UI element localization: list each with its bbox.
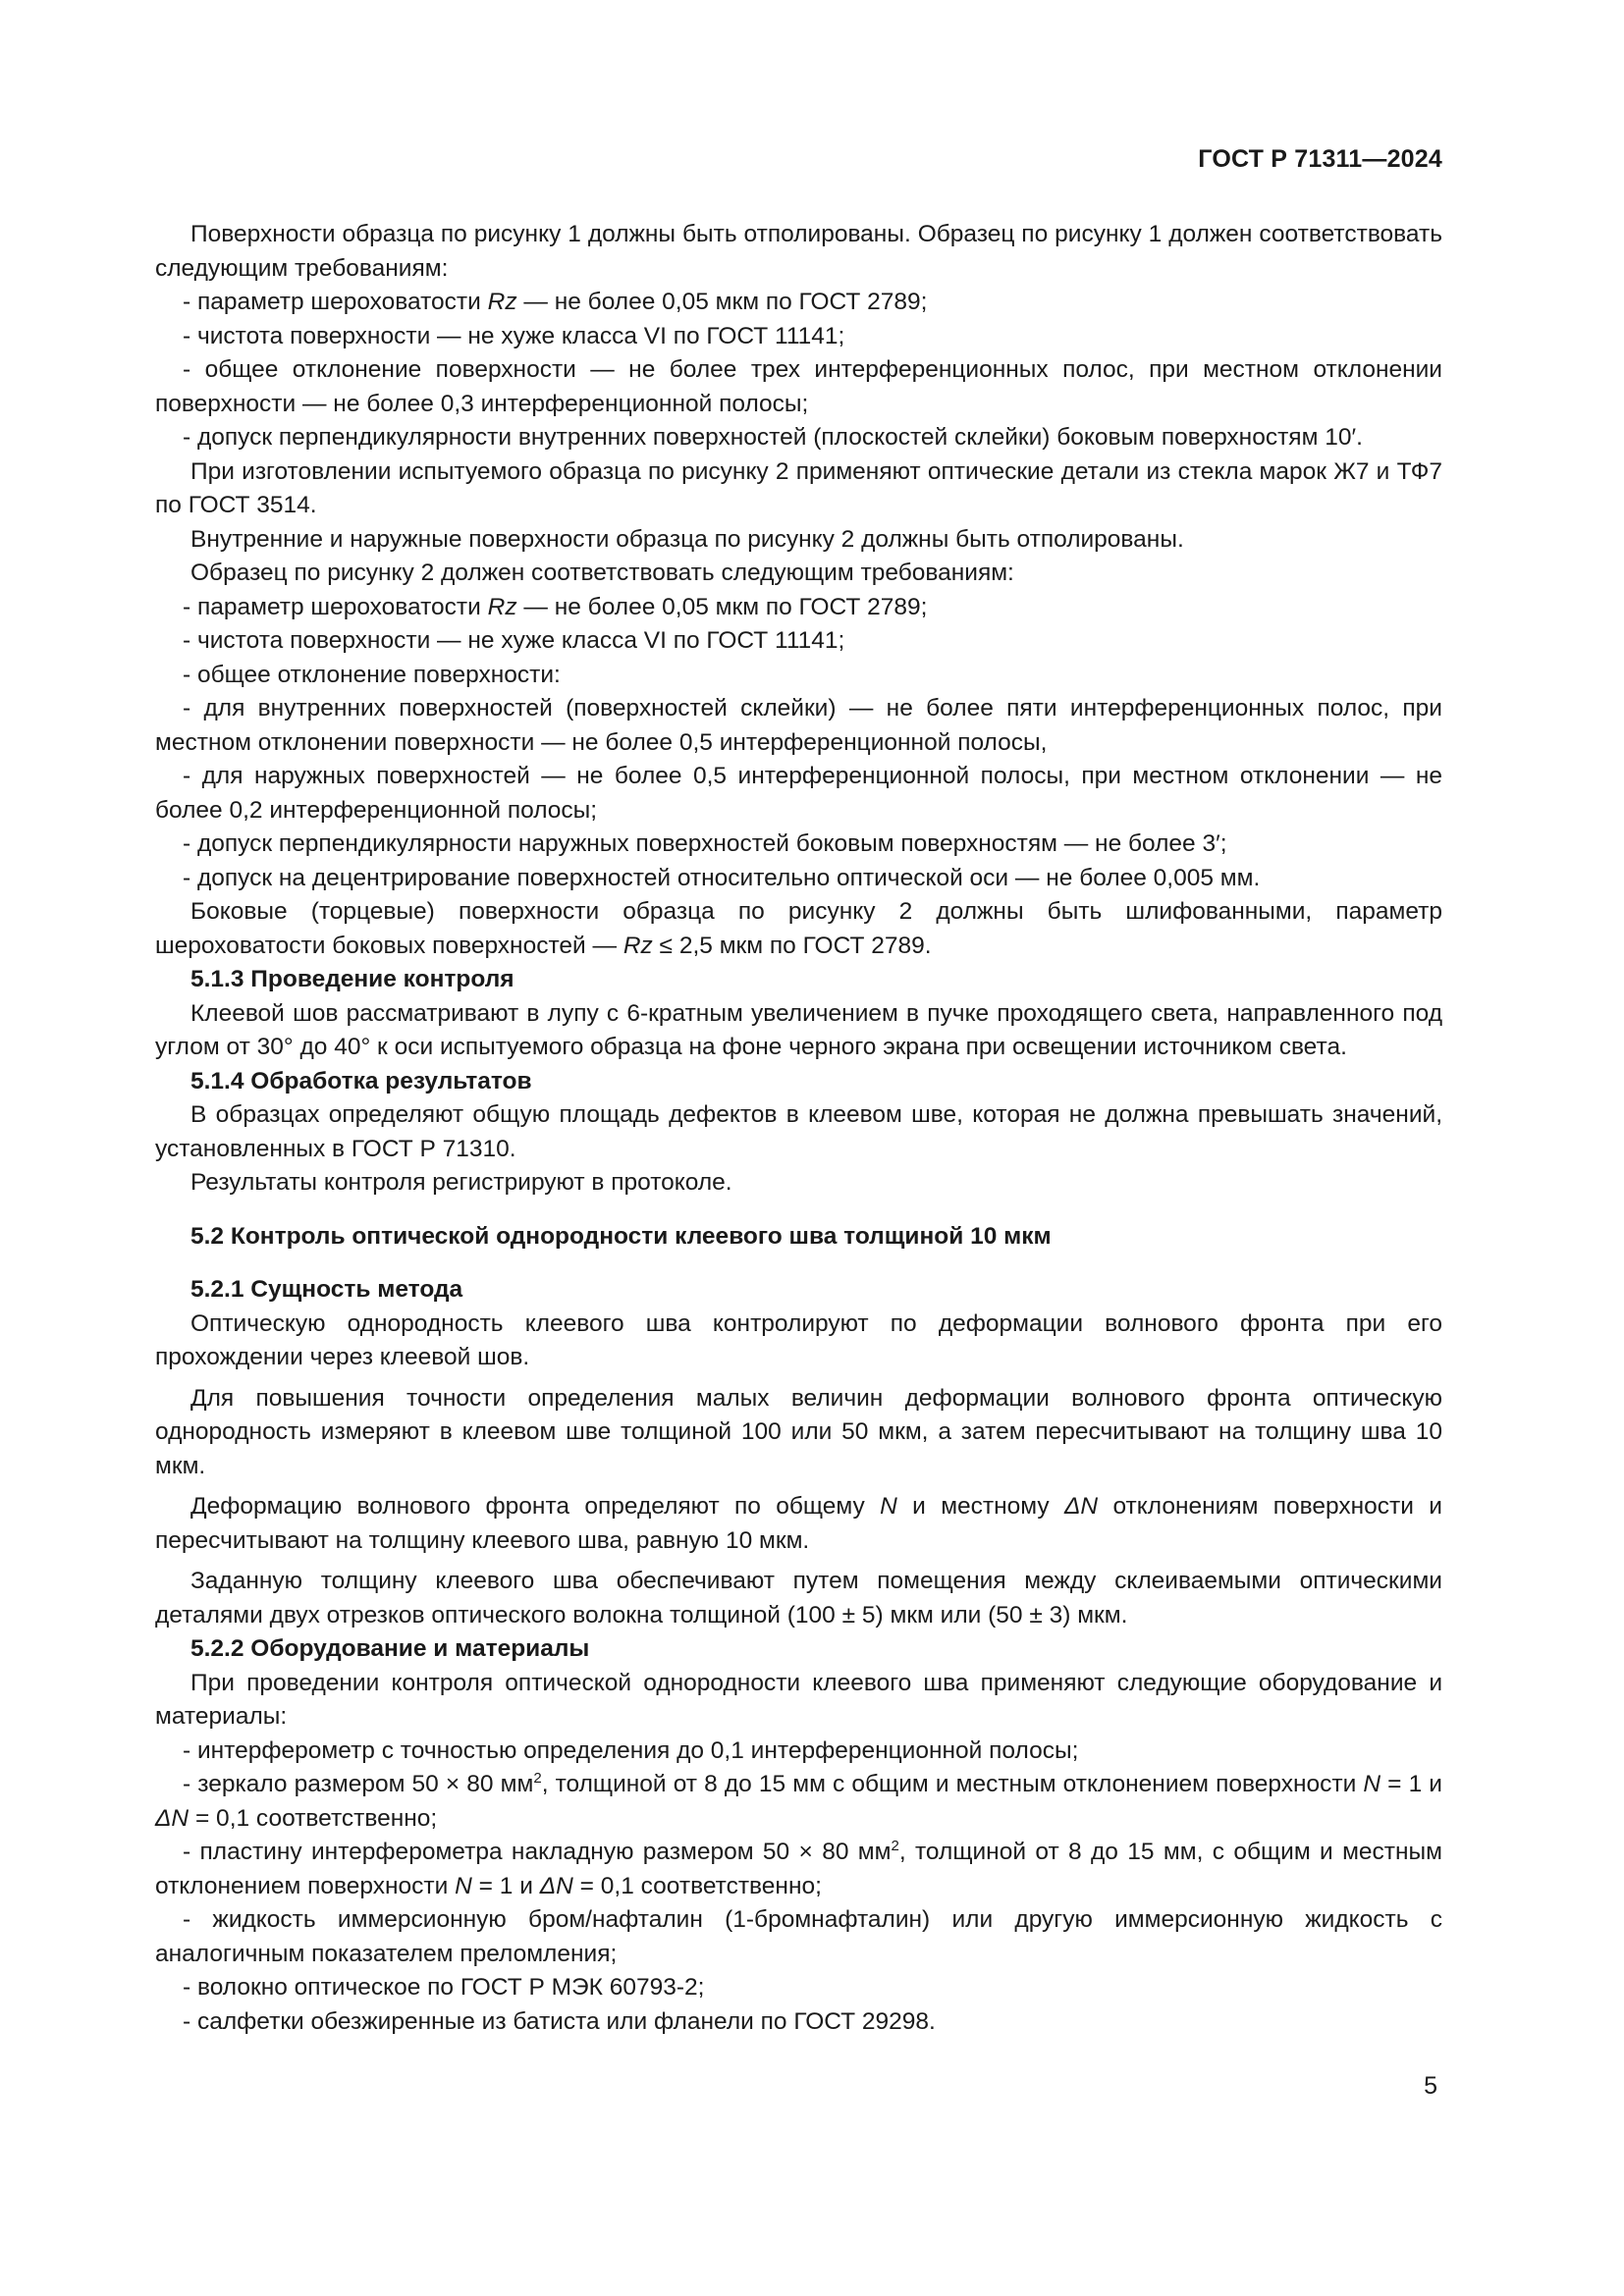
list-item: - допуск перпендикулярности наружных поверхностей боковым поверхностям — не более 3′;: [183, 830, 1227, 857]
section-heading-5-1-4: 5.1.4 Обработка результатов: [190, 1067, 532, 1095]
list-item: - интерферометр с точностью определения до 0,1 интерференционной полосы;: [183, 1736, 1079, 1764]
paragraph: Оптическую однородность клеевого шва контролируют по деформации волнового фронта при его прохождении через клеевой шов.: [155, 1309, 1442, 1370]
list-item: - жидкость иммерсионную бром/нафталин (1-бромнафталин) или другую иммерсионную жидкость с аналогичным показателем преломления;: [155, 1906, 1442, 1967]
paragraph: Результаты контроля регистрируют в протоколе.: [190, 1169, 732, 1196]
section-heading-5-2: 5.2 Контроль оптической однородности клеевого шва толщиной 10 мкм: [190, 1222, 1052, 1250]
list-item: - пластину интерферометра накладную размером 50 × 80 $мм^2$, толщиной от 8 до 15 мм, с общим и местным отклонением поверхности N = 1 и ΔN = 0,1 соответственно;: [155, 1837, 1442, 1899]
paragraph: Для повышения точности определения малых величин деформации волнового фронта оптическую однородность измеряют в клеевом шве толщиной 100 или 50 мкм, а затем пересчитывают на толщину шва 10 мкм.: [155, 1384, 1442, 1479]
list-item: - параметр шероховатости Rz — не более 0,05 мкм по ГОСТ 2789;: [183, 289, 928, 315]
list-item: - зеркало размером 50 × 80 $мм^2$, толщиной от 8 до 15 мм с общим и местным отклонением поверхности N = 1 и ΔN = 0,1 соответственно;: [155, 1769, 1442, 1832]
paragraph: В образцах определяют общую площадь дефектов в клеевом шве, которая не должна превышать значений, установленных в ГОСТ Р 71310.: [155, 1101, 1442, 1162]
paragraph: Заданную толщину клеевого шва обеспечивают путем помещения между склеиваемыми оптическими деталями двух отрезков оптического волокна толщиной (100 ± 5) мкм или (50 ± 3) мкм.: [155, 1568, 1442, 1629]
list-item: - салфетки обезжиренные из батиста или фланели по ГОСТ 29298.: [183, 2007, 936, 2035]
paragraph: При проведении контроля оптической однородности клеевого шва применяют следующие оборудование и материалы:: [155, 1669, 1442, 1730]
section-heading-5-1-3: 5.1.3 Проведение контроля: [190, 966, 514, 992]
page-body: [155, 218, 1442, 2039]
list-item: - общее отклонение поверхности — не более трех интерференционных полос, при местном отклонении поверхности — не более 0,3 интерференционной полосы;: [155, 356, 1442, 417]
list-item: - для наружных поверхностей — не более 0,5 интерференционной полосы, при местном отклонении — не более 0,2 интерференционной полосы;: [155, 763, 1442, 824]
paragraph: Деформацию волнового фронта определяют по общему N и местному ΔN отклонениям поверхности и пересчитывают на толщину клеевого шва, равную 10 мкм.: [155, 1493, 1442, 1554]
paragraph: Внутренние и наружные поверхности образца по рисунку 2 должны быть отполированы.: [190, 525, 1184, 553]
list-item: - общее отклонение поверхности:: [183, 661, 561, 688]
section-heading-5-2-1: 5.2.1 Сущность метода: [190, 1276, 463, 1303]
list-item: - чистота поверхности — не хуже класса VI по ГОСТ 11141;: [183, 627, 845, 654]
list-item: - для внутренних поверхностей (поверхностей склейки) — не более пяти интерференционных полос, при местном отклонении поверхности — не более 0,5 интерференционной полосы,: [155, 695, 1442, 756]
paragraph: Клеевой шов рассматривают в лупу с 6-кратным увеличением в пучке проходящего света, направленного под углом от 30° до 40° к оси испытуемого образца на фоне черного экрана при освещении источником света.: [155, 999, 1442, 1060]
document-code-header: ГОСТ Р 71311—2024: [1198, 145, 1442, 173]
paragraph: Боковые (торцевые) поверхности образца по рисунку 2 должны быть шлифованными, параметр шероховатости боковых поверхностей — Rz ≤ 2,5 мкм по ГОСТ 2789.: [155, 898, 1442, 959]
page-number: 5: [1424, 2072, 1437, 2100]
paragraph: Образец по рисунку 2 должен соответствовать следующим требованиям:: [190, 560, 1014, 586]
paragraph: При изготовлении испытуемого образца по рисунку 2 применяют оптические детали из стекла марок Ж7 и ТФ7 по ГОСТ 3514.: [155, 457, 1442, 518]
list-item: - допуск перпендикулярности внутренних поверхностей (плоскостей склейки) боковым поверхностям 10′.: [183, 424, 1363, 451]
list-item: - допуск на децентрирование поверхностей относительно оптической оси — не более 0,005 мм.: [183, 864, 1261, 891]
list-item: - параметр шероховатости Rz — не более 0,05 мкм по ГОСТ 2789;: [183, 593, 928, 620]
list-item: - чистота поверхности — не хуже класса VI по ГОСТ 11141;: [183, 322, 845, 349]
section-heading-5-2-2: 5.2.2 Оборудование и материалы: [190, 1635, 590, 1662]
paragraph: Поверхности образца по рисунку 1 должны быть отполированы. Образец по рисунку 1 должен соответствовать следующим требованиям:: [155, 221, 1442, 282]
list-item: - волокно оптическое по ГОСТ Р МЭК 60793-2;: [183, 1974, 705, 2001]
